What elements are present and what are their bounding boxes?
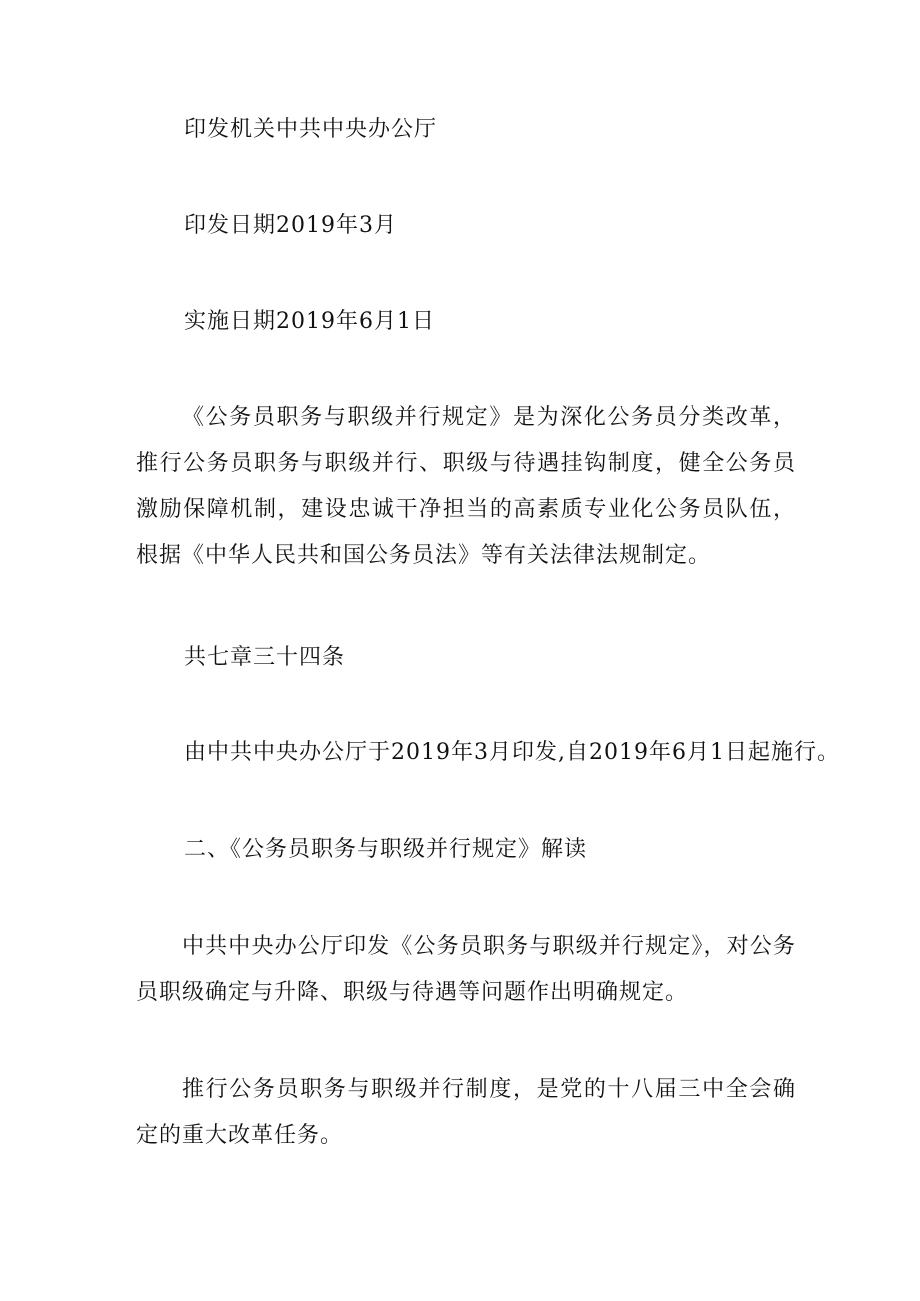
issue-date: 印发日期2019年3月 <box>184 213 397 238</box>
effective-date: 实施日期2019年6月1日 <box>184 309 435 334</box>
interpretation-paragraph-1: 中共中央办公厅印发《公务员职务与职级并行规定》，对公务员职级确定与升降、职级与待遇等问题作出明确规定。 <box>136 934 796 1005</box>
intro-paragraph: 《公务员职务与职级并行规定》是为深化公务员分类改革，推行公务员职务与职级并行、职级与待遇挂钩制度，健全公务员激励保障机制，建设忠诚干净担当的高素质专业化公务员队伍，根据《中华人民共和国公务员法》等有关法律法规制定。 <box>136 405 796 568</box>
section-heading: 二、《公务员职务与职级并行规定》解读 <box>184 837 588 862</box>
issued-statement: 由中共中央办公厅于2019年3月印发,自2019年6月1日起施行。 <box>184 740 840 765</box>
issuing-authority: 印发机关中共中央办公厅 <box>184 117 438 142</box>
interpretation-paragraph-2: 推行公务员职务与职级并行制度，是党的十八届三中全会确定的重大改革任务。 <box>136 1077 796 1148</box>
structure-line: 共七章三十四条 <box>184 645 346 670</box>
